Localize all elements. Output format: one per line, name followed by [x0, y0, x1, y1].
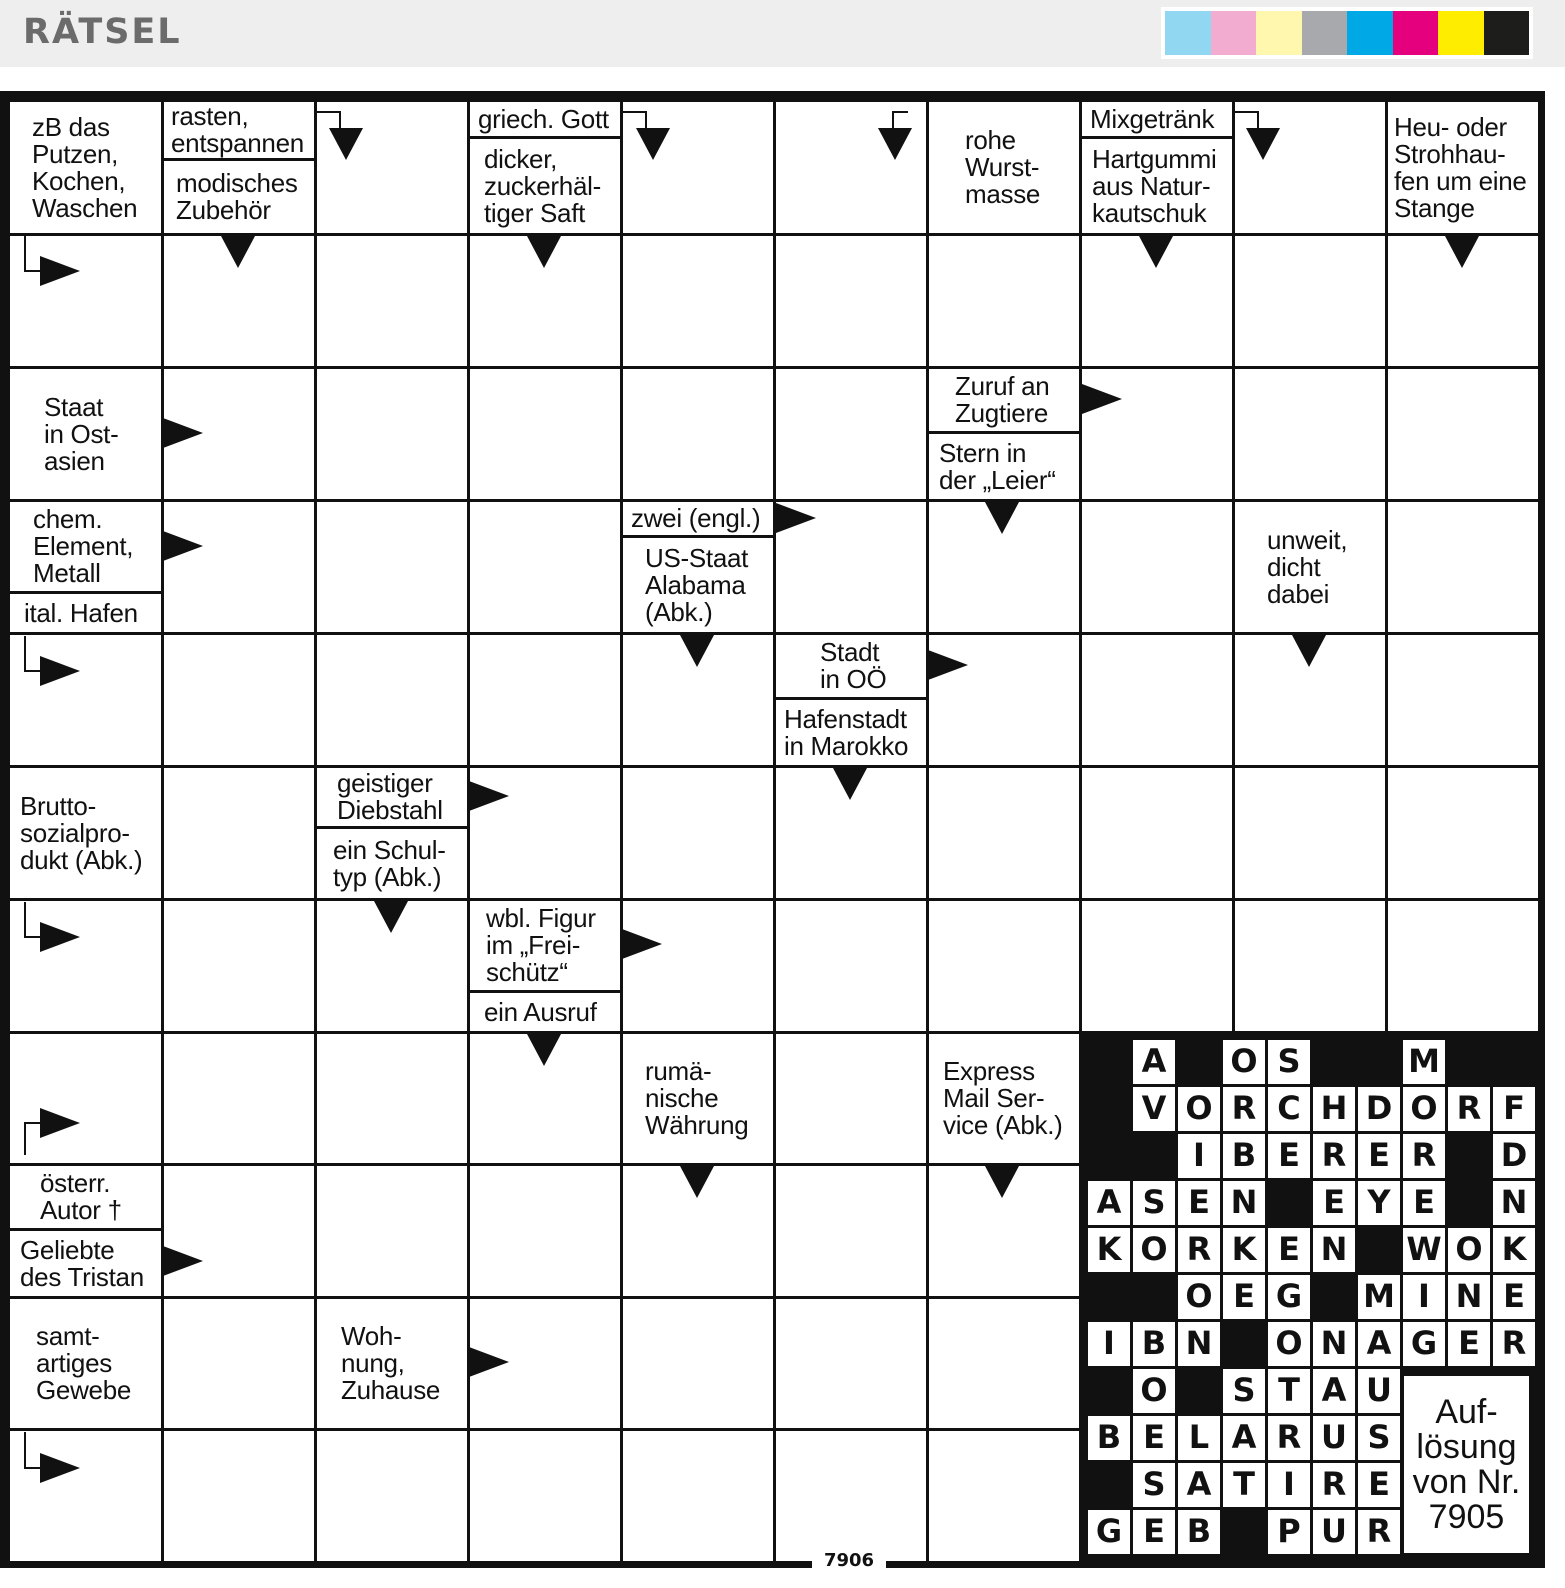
color-swatch [1438, 11, 1484, 55]
color-swatch [1256, 11, 1302, 55]
clue-text: Staat in Ost- asien [10, 369, 161, 499]
solution-letter: D [1493, 1134, 1535, 1178]
solution-letter: N [1493, 1181, 1535, 1225]
solution-letter: V [1133, 1087, 1175, 1131]
solution-letter: E [1358, 1463, 1400, 1507]
solution-letter: C [1268, 1087, 1310, 1131]
solution-letter: N [1178, 1322, 1220, 1366]
arrow-down-icon [221, 236, 255, 268]
solution-letter: E [1223, 1275, 1265, 1319]
clue-text: zB das Putzen, Kochen, Waschen [10, 102, 161, 233]
arrow-right-icon [469, 781, 509, 811]
answer-cell[interactable] [776, 102, 926, 233]
answer-cell[interactable] [623, 236, 773, 366]
answer-cell[interactable] [317, 1034, 467, 1163]
arrow-right-icon [40, 922, 80, 952]
puzzle-number: 7906 [812, 1548, 886, 1574]
answer-cell[interactable] [929, 901, 1079, 1031]
solution-letter: E [1133, 1510, 1175, 1554]
arrow-down-icon [527, 1034, 561, 1066]
solution-letter: O [1133, 1369, 1175, 1413]
answer-cell[interactable] [623, 1299, 773, 1428]
solution-letter: K [1088, 1228, 1130, 1272]
solution-letter: N [1223, 1181, 1265, 1225]
solution-letter: G [1268, 1275, 1310, 1319]
solution-letter: A [1178, 1463, 1220, 1507]
arrow-down-icon [329, 128, 363, 160]
clue-text: US-Staat Alabama (Abk.) [623, 538, 773, 632]
answer-cell[interactable] [1235, 369, 1385, 499]
clue-text: Heu- oder Strohhau- fen um eine Stange [1388, 102, 1538, 233]
solution-letter: A [1133, 1040, 1175, 1084]
solution-letter: U [1313, 1510, 1355, 1554]
answer-cell[interactable] [317, 369, 467, 499]
solution-letter: A [1358, 1322, 1400, 1366]
answer-cell[interactable] [929, 1431, 1079, 1561]
solution-letter: G [1403, 1322, 1445, 1366]
answer-cell[interactable] [1082, 635, 1232, 765]
arrow-right-icon [928, 650, 968, 680]
arrow-down-icon [878, 128, 912, 160]
answer-cell[interactable] [776, 1299, 926, 1428]
solution-letter: E [1448, 1322, 1490, 1366]
solution-letter: B [1178, 1510, 1220, 1554]
solution-letter: O [1178, 1087, 1220, 1131]
solution-letter: N [1313, 1322, 1355, 1366]
solution-letter: E [1403, 1181, 1445, 1225]
arrow-right-icon [40, 1108, 80, 1138]
clue-text: Geliebte des Tristan [10, 1231, 161, 1296]
answer-cell[interactable] [470, 1166, 620, 1296]
answer-cell[interactable] [470, 369, 620, 499]
arrow-right-icon [163, 1246, 203, 1276]
answer-cell[interactable] [929, 768, 1079, 898]
clue-text: samt- artiges Gewebe [10, 1299, 161, 1428]
answer-cell[interactable] [1388, 635, 1538, 765]
answer-cell[interactable] [1082, 768, 1232, 898]
page-title: RÄTSEL [23, 12, 182, 52]
color-swatch [1484, 11, 1530, 55]
clue-text: ein Ausruf [470, 993, 620, 1031]
arrow-right-icon [469, 1347, 509, 1377]
answer-cell[interactable] [10, 635, 161, 765]
answer-cell[interactable] [317, 502, 467, 632]
clue-text: chem. Element, Metall [10, 502, 161, 594]
arrow-right-icon [776, 503, 816, 533]
solution-letter: L [1178, 1416, 1220, 1460]
answer-cell[interactable] [10, 901, 161, 1031]
solution-letter: G [1088, 1510, 1130, 1554]
clue-text: Woh- nung, Zuhause [317, 1299, 467, 1428]
answer-cell[interactable] [317, 102, 467, 233]
solution-letter: E [1493, 1275, 1535, 1319]
color-swatch [1302, 11, 1348, 55]
answer-cell[interactable] [776, 1166, 926, 1296]
solution-letter: T [1268, 1369, 1310, 1413]
solution-letter: I [1088, 1322, 1130, 1366]
solution-letter: S [1133, 1181, 1175, 1225]
arrow-down-icon [680, 1166, 714, 1198]
solution-letter: R [1268, 1416, 1310, 1460]
answer-cell[interactable] [10, 236, 161, 366]
solution-letter: D [1358, 1087, 1400, 1131]
clue-text: rasten, entspannen [164, 102, 314, 161]
answer-cell[interactable] [317, 635, 467, 765]
solution-letter: H [1313, 1087, 1355, 1131]
color-swatch [1393, 11, 1439, 55]
arrow-down-icon [636, 128, 670, 160]
arrow-down-icon [1246, 128, 1280, 160]
answer-cell[interactable] [1082, 502, 1232, 632]
solution-letter: O [1223, 1040, 1265, 1084]
answer-cell[interactable] [164, 1034, 314, 1163]
solution-letter: R [1493, 1322, 1535, 1366]
solution-letter: A [1088, 1181, 1130, 1225]
solution-letter: N [1448, 1275, 1490, 1319]
solution-caption-line: lösung [1416, 1427, 1517, 1466]
answer-cell[interactable] [776, 1431, 926, 1561]
answer-cell[interactable] [623, 369, 773, 499]
answer-cell[interactable] [470, 1431, 620, 1561]
solution-letter: I [1403, 1275, 1445, 1319]
arrow-right-icon [40, 656, 80, 686]
solution-letter: Y [1358, 1181, 1400, 1225]
solution-letter: T [1223, 1463, 1265, 1507]
arrow-down-icon [527, 236, 561, 268]
solution-letter: K [1493, 1228, 1535, 1272]
clue-text: Brutto- sozialpro- dukt (Abk.) [10, 768, 161, 898]
solution-letter: R [1313, 1463, 1355, 1507]
solution-letter: S [1223, 1369, 1265, 1413]
solution-caption [1404, 1376, 1529, 1553]
answer-cell[interactable] [10, 1431, 161, 1561]
answer-cell[interactable] [776, 1034, 926, 1163]
solution-letter: O [1448, 1228, 1490, 1272]
header-bar [0, 0, 1565, 67]
answer-cell[interactable] [623, 102, 773, 233]
answer-cell[interactable] [929, 236, 1079, 366]
clue-text: ein Schul- typ (Abk.) [317, 829, 467, 898]
answer-cell[interactable] [623, 1431, 773, 1561]
clue-text: dicker, zuckerhäl- tiger Saft [470, 139, 620, 233]
clue-text: modisches Zubehör [164, 161, 314, 233]
solution-letter: R [1178, 1228, 1220, 1272]
solution-letter: E [1268, 1228, 1310, 1272]
color-swatch [1165, 11, 1211, 55]
solution-letter: N [1313, 1228, 1355, 1272]
solution-letter: B [1133, 1322, 1175, 1366]
solution-letter: O [1133, 1228, 1175, 1272]
answer-cell[interactable] [317, 236, 467, 366]
arrow-down-icon [1445, 236, 1479, 268]
answer-cell[interactable] [470, 635, 620, 765]
solution-letter: R [1313, 1134, 1355, 1178]
solution-letter: E [1133, 1416, 1175, 1460]
answer-cell[interactable] [1082, 901, 1232, 1031]
arrow-right-icon [40, 1453, 80, 1483]
answer-cell[interactable] [164, 768, 314, 898]
answer-cell[interactable] [164, 1299, 314, 1428]
answer-cell[interactable] [1388, 768, 1538, 898]
answer-cell[interactable] [776, 236, 926, 366]
clue-text: Zuruf an Zugtiere [929, 369, 1079, 434]
clue-text: rohe Wurst- masse [929, 102, 1079, 233]
clue-text: griech. Gott [470, 102, 620, 139]
clue-text: Hafenstadt in Marokko [776, 700, 926, 765]
solution-letter: E [1178, 1181, 1220, 1225]
answer-cell[interactable] [1388, 369, 1538, 499]
solution-letter: E [1268, 1134, 1310, 1178]
arrow-down-icon [374, 901, 408, 933]
solution-letter: M [1358, 1275, 1400, 1319]
solution-letter: O [1403, 1087, 1445, 1131]
answer-cell[interactable] [164, 1166, 314, 1296]
color-swatch [1211, 11, 1257, 55]
clue-text: Mixgetränk [1082, 102, 1232, 139]
solution-letter: P [1268, 1510, 1310, 1554]
answer-cell[interactable] [1388, 901, 1538, 1031]
color-calibration-strip [1161, 7, 1533, 59]
answer-cell[interactable] [1235, 102, 1385, 233]
solution-letter: F [1493, 1087, 1535, 1131]
clue-text: unweit, dicht dabei [1235, 502, 1385, 632]
answer-cell[interactable] [164, 901, 314, 1031]
clue-text: zwei (engl.) [623, 502, 773, 538]
arrow-right-icon [1082, 384, 1122, 414]
answer-cell[interactable] [1388, 502, 1538, 632]
answer-cell[interactable] [776, 901, 926, 1031]
arrow-down-icon [985, 502, 1019, 534]
solution-letter: R [1358, 1510, 1400, 1554]
solution-letter: E [1313, 1181, 1355, 1225]
arrow-down-icon [1292, 635, 1326, 667]
answer-cell[interactable] [317, 1431, 467, 1561]
solution-letter: S [1358, 1416, 1400, 1460]
clue-text: wbl. Figur im „Frei- schütz“ [470, 901, 620, 993]
clue-text: rumä- nische Währung [623, 1034, 773, 1163]
solution-letter: O [1178, 1275, 1220, 1319]
arrow-right-icon [163, 418, 203, 448]
answer-cell[interactable] [623, 901, 773, 1031]
clue-text: ital. Hafen [10, 594, 161, 632]
arrow-down-icon [680, 635, 714, 667]
arrow-down-icon [1139, 236, 1173, 268]
arrow-right-icon [163, 531, 203, 561]
answer-cell[interactable] [1235, 236, 1385, 366]
solution-letter: K [1223, 1228, 1265, 1272]
solution-letter: O [1268, 1322, 1310, 1366]
solution-letter: A [1313, 1369, 1355, 1413]
answer-cell[interactable] [1235, 768, 1385, 898]
answer-cell[interactable] [164, 635, 314, 765]
arrow-right-icon [622, 929, 662, 959]
solution-letter: M [1403, 1040, 1445, 1084]
solution-letter: A [1223, 1416, 1265, 1460]
answer-cell[interactable] [164, 1431, 314, 1561]
clue-text: Stern in der „Leier“ [929, 434, 1079, 499]
answer-cell[interactable] [776, 369, 926, 499]
arrow-down-icon [833, 768, 867, 800]
answer-cell[interactable] [317, 1166, 467, 1296]
solution-letter: U [1313, 1416, 1355, 1460]
arrow-down-icon [985, 1166, 1019, 1198]
clue-text: Stadt in OÖ [776, 635, 926, 700]
clue-text: österr. Autor † [10, 1166, 161, 1231]
answer-cell[interactable] [1235, 901, 1385, 1031]
solution-letter: R [1403, 1134, 1445, 1178]
solution-letter: I [1178, 1134, 1220, 1178]
solution-caption-line: Auf- [1435, 1392, 1498, 1431]
clue-text: Hartgummi aus Natur- kautschuk [1082, 139, 1232, 233]
solution-letter: R [1223, 1087, 1265, 1131]
answer-cell[interactable] [929, 1299, 1079, 1428]
solution-letter: B [1223, 1134, 1265, 1178]
solution-letter: S [1133, 1463, 1175, 1507]
solution-caption-line: 7905 [1428, 1497, 1505, 1536]
solution-letter: U [1358, 1369, 1400, 1413]
solution-letter: E [1358, 1134, 1400, 1178]
solution-letter: I [1268, 1463, 1310, 1507]
solution-letter: W [1403, 1228, 1445, 1272]
color-swatch [1347, 11, 1393, 55]
solution-letter: B [1088, 1416, 1130, 1460]
clue-text: geistiger Diebstahl [317, 768, 467, 829]
solution-letter: R [1448, 1087, 1490, 1131]
answer-cell[interactable] [10, 1034, 161, 1163]
solution-caption-line: von Nr. [1412, 1462, 1521, 1501]
answer-cell[interactable] [470, 502, 620, 632]
solution-letter: S [1268, 1040, 1310, 1084]
answer-cell[interactable] [164, 502, 314, 632]
answer-cell[interactable] [623, 768, 773, 898]
clue-text: Express Mail Ser- vice (Abk.) [929, 1034, 1079, 1163]
arrow-right-icon [40, 256, 80, 286]
